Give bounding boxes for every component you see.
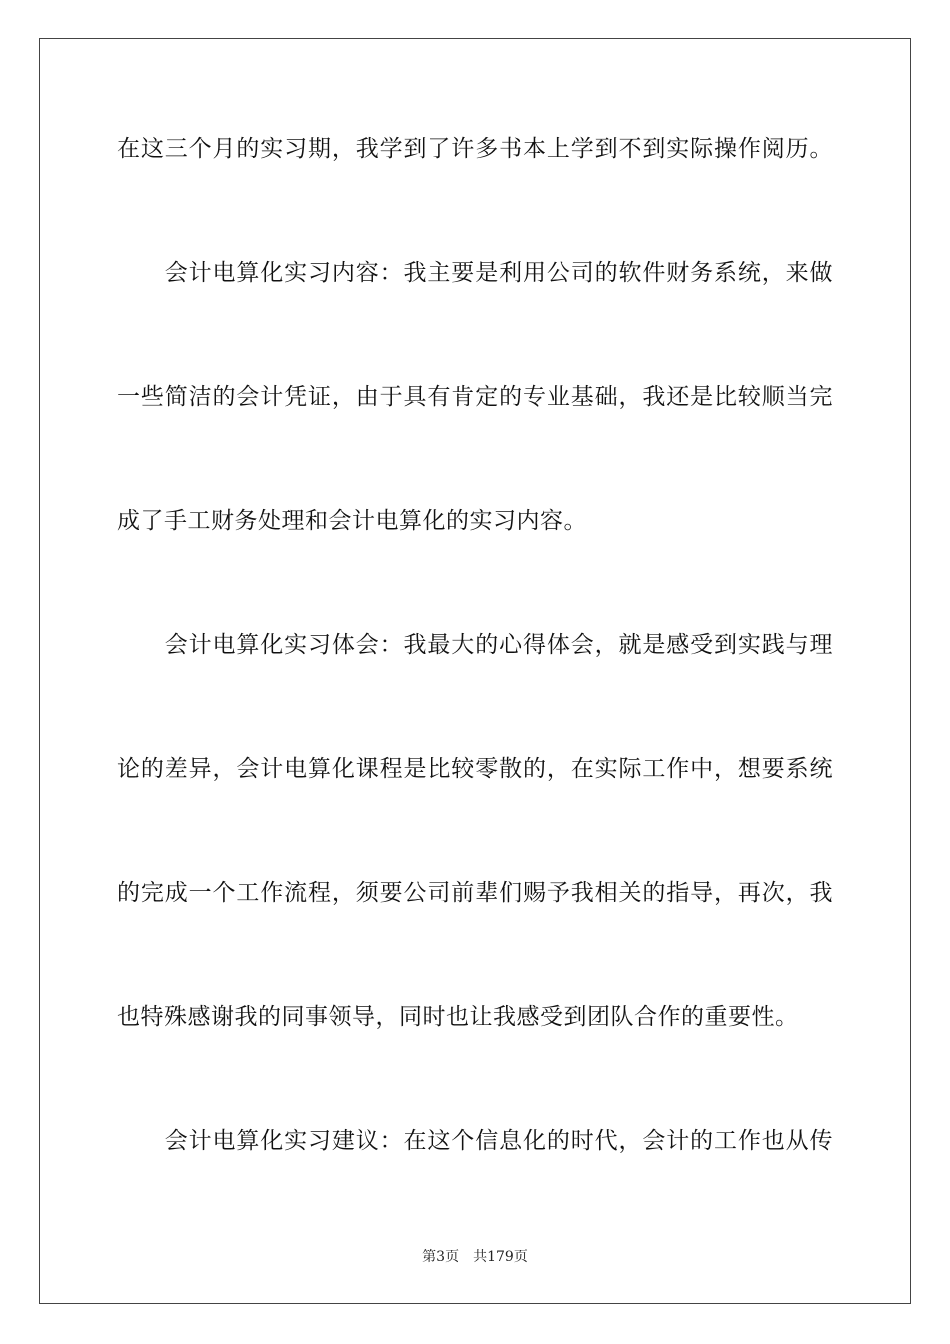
page-footer xyxy=(0,1248,950,1266)
body-text-line: 一些简洁的会计凭证，由于具有肯定的专业基础，我还是比较顺当完 xyxy=(117,384,833,410)
page-number: 第3页 xyxy=(422,1249,460,1265)
body-text-line: 会计电算化实习建议：在这个信息化的时代，会计的工作也从传 xyxy=(117,1128,833,1154)
body-text-line: 也特殊感谢我的同事领导，同时也让我感受到团队合作的重要性。 xyxy=(117,1004,799,1030)
body-text-line: 论的差异，会计电算化课程是比较零散的，在实际工作中，想要系统 xyxy=(117,756,833,782)
body-text-line: 在这三个月的实习期，我学到了许多书本上学到不到实际操作阅历。 xyxy=(117,136,833,162)
body-text-line: 会计电算化实习体会：我最大的心得体会，就是感受到实践与理 xyxy=(117,632,833,658)
body-text-line: 的完成一个工作流程，须要公司前辈们赐予我相关的指导，再次，我 xyxy=(117,880,833,906)
total-pages: 共179页 xyxy=(473,1249,528,1265)
page-frame xyxy=(39,38,911,1304)
body-text-line: 会计电算化实习内容：我主要是利用公司的软件财务系统，来做 xyxy=(117,260,833,286)
body-text-line: 成了手工财务处理和会计电算化的实习内容。 xyxy=(117,508,587,534)
